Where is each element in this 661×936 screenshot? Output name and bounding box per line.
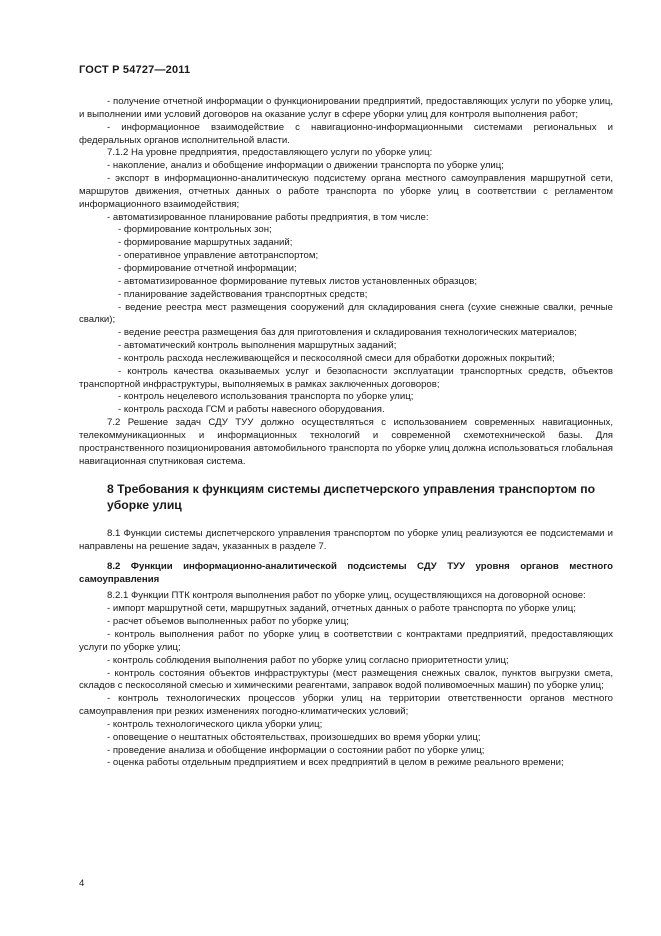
document-body — [79, 96, 613, 770]
paragraph: - ведение реестра мест размещения сооружений для складирования снега (сухие снежные свалки, речные свалки); — [79, 301, 613, 326]
paragraph: - контроль технологического цикла уборки улиц; — [107, 718, 323, 730]
paragraph: - контроль нецелевого использования транспорта по уборке улиц; — [118, 391, 414, 403]
paragraph: - планирование задействования транспортных средств; — [118, 288, 368, 300]
section-8-text — [79, 528, 613, 770]
spacer — [79, 554, 613, 558]
paragraph: - автоматизированное планирование работы предприятия, в том числе: — [107, 211, 429, 223]
paragraph: - автоматический контроль выполнения маршрутных заданий; — [118, 340, 397, 352]
paragraph: - формирование контрольных зон; — [118, 224, 272, 236]
paragraph: - накопление, анализ и обобщение информации о движении транспорта по уборке улиц; — [107, 160, 504, 172]
paragraph: - получение отчетной информации о функционировании предприятий, предоставляющих услуги по уборке улиц, и выполнении ими условий договоров на оказание услуг в сфере уборки улиц для контроля выполнения работ; — [79, 96, 613, 120]
paragraph: 7.1.2 На уровне предприятия, предоставляющего услуги по уборке улиц: — [107, 147, 433, 159]
paragraph: 8.2 Функции информационно-аналитической подсистемы СДУ ТУУ уровня органов местного самоуправления — [79, 560, 613, 585]
paragraph: - формирование отчетной информации; — [118, 262, 297, 274]
section-7-text — [79, 96, 613, 468]
page-number: 4 — [79, 878, 85, 889]
paragraph: - проведение анализа и обобщение информации о состоянии работ по уборке улиц; — [107, 744, 485, 756]
paragraph: - автоматизированное формирование путевых листов установленных образцов; — [118, 275, 478, 287]
section-8-heading: 8 Требования к функциям системы диспетчерского управления транспортом по уборке улиц — [107, 482, 596, 513]
paragraph: - оперативное управление автотранспортом; — [118, 250, 319, 262]
paragraph: 7.2 Решение задач СДУ ТУУ должно осуществляться с использованием современных навигационных, телекоммуникационных и информационных технологий и современной схемотехнической базы. Для пространственного позиционирования автомобильного транспорта по уборке улиц должна использоваться глобальная навигационная спутниковая система. — [79, 417, 613, 467]
paragraph: - оповещение о нештатных обстоятельствах, произошедших во время уборки улиц; — [107, 731, 481, 743]
paragraph: - импорт маршрутной сети, маршрутных заданий, отчетных данных о работе транспорта по уборке улиц; — [107, 603, 576, 615]
paragraph: - контроль расхода неслеживающейся и пескосоляной смеси для обработки дорожных покрытий; — [118, 352, 555, 364]
paragraph: - контроль состояния объектов инфраструктуры (мест размещения снежных свалок, пунктов выгрузки смета, складов с пескосоляной смесью и химическими реагентами, заправок водой поливомоечных машин) по уборке улиц; — [79, 667, 613, 692]
paragraph: - контроль качества оказываемых услуг и безопасности эксплуатации транспортных средств, объектов транспортной инфраструктуры, выполняемых в рамках заключенных договоров; — [79, 365, 613, 390]
paragraph: - экспорт в информационно-аналитическую подсистему органа местного самоуправления маршрутной сети, маршрутов движения, отчетных данных о работе транспорта по уборке улиц в соответствии с регламентом информационного взаимодействия; — [79, 173, 613, 210]
paragraph: - формирование маршрутных заданий; — [118, 237, 293, 249]
paragraph: - контроль соблюдения выполнения работ по уборке улиц согласно приоритетности улиц; — [107, 654, 509, 666]
paragraph: - оценка работы отдельным предприятием и всех предприятий в целом в режиме реального времени; — [107, 757, 564, 769]
paragraph: 8.2.1 Функции ПТК контроля выполнения работ по уборке улиц, осуществляющихся на договорной основе: — [107, 590, 586, 602]
paragraph: - расчет объемов выполненных работ по уборке улиц; — [107, 616, 349, 628]
paragraph: - ведение реестра размещения баз для приготовления и складирования технологических материалов; — [118, 327, 577, 339]
paragraph: - контроль выполнения работ по уборке улиц в соответствии с контрактами предприятий, предоставляющих услуги по уборке улиц; — [79, 628, 613, 653]
paragraph: 8.1 Функции системы диспетчерского управления транспортом по уборке улиц реализуются ее подсистемами и направлены на решение задач, указанных в разделе 7. — [79, 528, 613, 552]
paragraph: - контроль расхода ГСМ и работы навесного оборудования. — [118, 404, 385, 416]
paragraph: - информационное взаимодействие с навигационно-информационными системами региональных и федеральных органов исполнительной власти. — [79, 121, 613, 146]
paragraph: - контроль технологических процессов уборки улиц на территории ответственности органов местного самоуправления при резких изменениях погодно-климатических условий; — [79, 693, 613, 718]
document-standard-number: ГОСТ Р 54727—2011 — [79, 64, 191, 76]
